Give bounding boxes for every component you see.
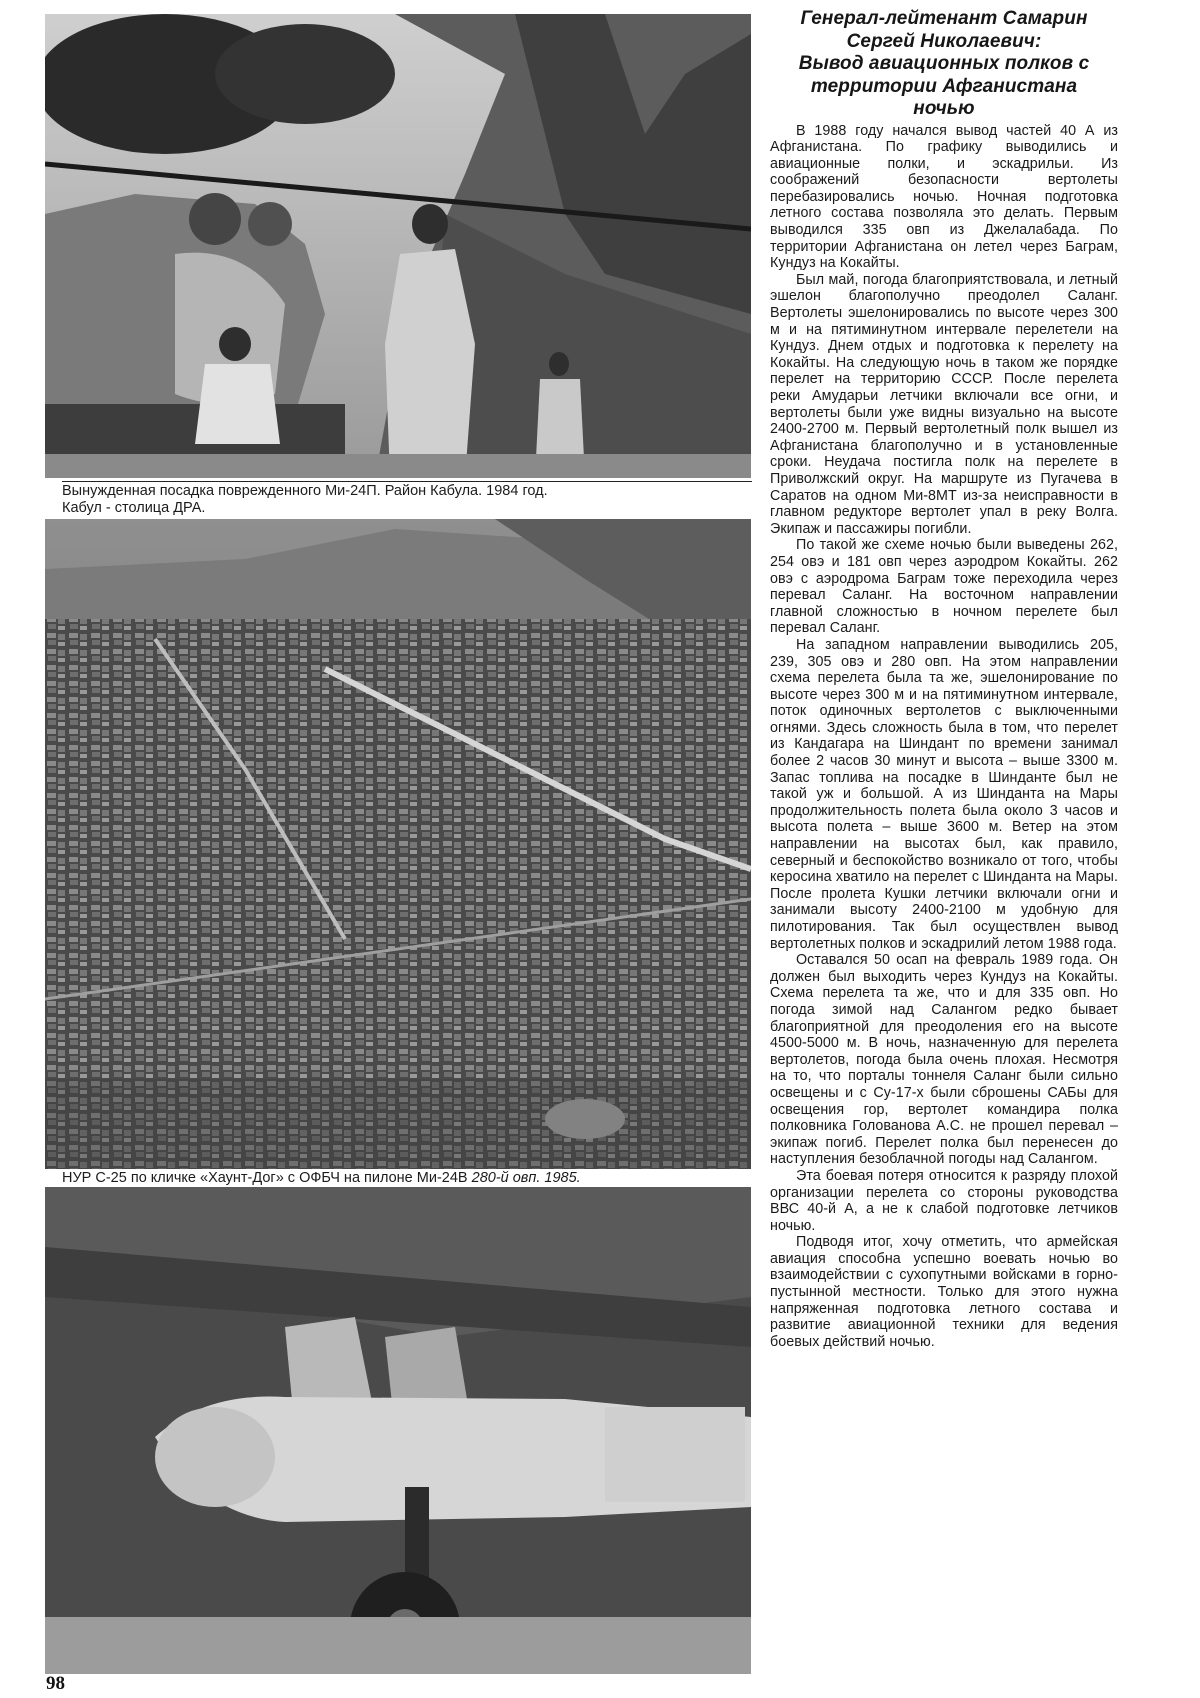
photo-kabul-aerial bbox=[45, 519, 751, 1169]
caption-text: НУР С-25 по кличке «Хаунт-Дог» с ОФБЧ на пилоне Ми-24В bbox=[62, 1170, 472, 1186]
photo-forced-landing-image bbox=[45, 14, 751, 478]
caption-line: Кабул - столица ДРА. bbox=[62, 500, 206, 516]
caption-forced-landing bbox=[62, 481, 752, 517]
photo-forced-landing-mi24p bbox=[45, 14, 751, 478]
article-paragraph: Эта боевая потеря относится к разряду плохой организации перелета со стороны руководства ВВС 40-й А, а не к слабой подготовке летчиков ночью. bbox=[770, 1167, 1118, 1234]
title-line: Вывод авиационных полков с bbox=[798, 53, 1090, 74]
caption-line: Вынужденная посадка поврежденного Ми-24П. Район Кабула. 1984 год. bbox=[62, 481, 752, 500]
photo-rocket-pylon bbox=[45, 1187, 751, 1674]
article-paragraph: На западном направлении выводились 205, 239, 305 овэ и 280 овп. На этом направлении схема перелета была та же, эшелонирование по высоте через 300 м и на пятиминутном интервале, поток одиночных вертолетов с выключенными огнями. Здесь сложность была в том, что перелет из Кандагара на Шиндант по времени занимал более 2 часов 30 минут и высота – выше 3300 м. Запас топлива на посадке в Шинданте был не такой уж и большой. А из Шинданта на Мары продолжительность полета была около 3 часов и высота полета – выше 3600 м. Ветер на этом направлении на высотах был, как правило, северный и беспокойство возникало от того, чтобы керосина хватило на перелет с Шинданта на Мары. После пролета Кушки летчики включали огни и занимали высоту 2400-2100 м удобную для пилотирования. Так был осуществлен вывод вертолетных полков и эскадрилий летом 1988 года. bbox=[770, 636, 1118, 952]
article-paragraph: Подводя итог, хочу отметить, что армейская авиация способна успешно воевать ночью во взаимодействии с сухопутными войсками в горно-пустынной местности. Только для этого нужна напряженная подготовка летного состава и развитие авиационной техники для ведения боевых действий ночью. bbox=[770, 1234, 1118, 1350]
photo-rocket-pylon-image bbox=[45, 1187, 751, 1674]
photo-kabul-aerial-image bbox=[45, 519, 751, 1169]
article-paragraph: В 1988 году начался вывод частей 40 А из Афганистана. По графику выводились и авиационные полки, и эскадрильи. Из соображений безопасности вертолеты перебазировались ночью. Ночная подготовка летного состава позволяла это делать. Первым выводился 335 овп из Джелалабада. По территории Афганистана он летел через Баграм, Кундуз на Кокайты. bbox=[770, 122, 1118, 272]
title-line: территории Афганистана bbox=[810, 75, 1078, 97]
title-line: Сергей Николаевич: bbox=[846, 30, 1042, 52]
title-line: Генерал-лейтенант Самарин bbox=[800, 8, 1088, 29]
article bbox=[770, 8, 1118, 1350]
caption-italic: 280-й овп. 1985. bbox=[471, 1170, 581, 1186]
page-number: 98 bbox=[46, 1673, 65, 1694]
caption-kabul-rocket bbox=[62, 1170, 752, 1187]
article-paragraph: Был май, погода благоприятствовала, и летный эшелон благополучно преодолел Саланг. Вертолеты эшелонировались по высоте через 300 м и на пятиминутном интервале перелетели на Кундуз. Днем отдых и подготовка к перелету на Кокайты. На следующую ночь в таком же порядке перелет на территорию СССР. После перелета реки Амударьи летчики включали все огни, и вертолеты были уже видны визуально на высоте 2400-2700 м. Первый вертолетный полк вышел из Афганистана благополучно и в установленные сроки. Неудача постигла полк на перелете в Приволжский округ. На маршруте из Пугачева в Саратов на одном Ми-8МТ из-за неисправности в главном редукторе вертолет упал в реку Волга. Экипаж и пассажиры погибли. bbox=[770, 271, 1118, 537]
title-line: ночью bbox=[913, 98, 975, 119]
article-paragraph: Оставался 50 осап на февраль 1989 года. Он должен был выходить через Кундуз на Кокайты. Схема перелета та же, что и для 335 овп. Но погода зимой над Салангом редко бывает благоприятной для преодоления его на высоте 4500-5000 м. В ночь, назначенную для перелета вертолетов, погода была очень плохая. Несмотря на то, что порталы тоннеля Саланг были сильно освещены и с Су-17-х были сброшены САБы для освещения гор, вертолет командира полка полковника Голованова А.С. не прошел перевал – экипаж погиб. Перелет полка был перенесен до наступления безоблачной погоды над Салангом. bbox=[770, 952, 1118, 1168]
article-title bbox=[770, 8, 1118, 121]
article-paragraph: По такой же схеме ночью были выведены 262, 254 овэ и 181 овп через аэродром Кокайты. 262 овэ с аэродрома Баграм тоже переходила через перевал Саланг. На восточном направлении главной сложностью в ночном перелете был перевал Саланг. bbox=[770, 537, 1118, 637]
